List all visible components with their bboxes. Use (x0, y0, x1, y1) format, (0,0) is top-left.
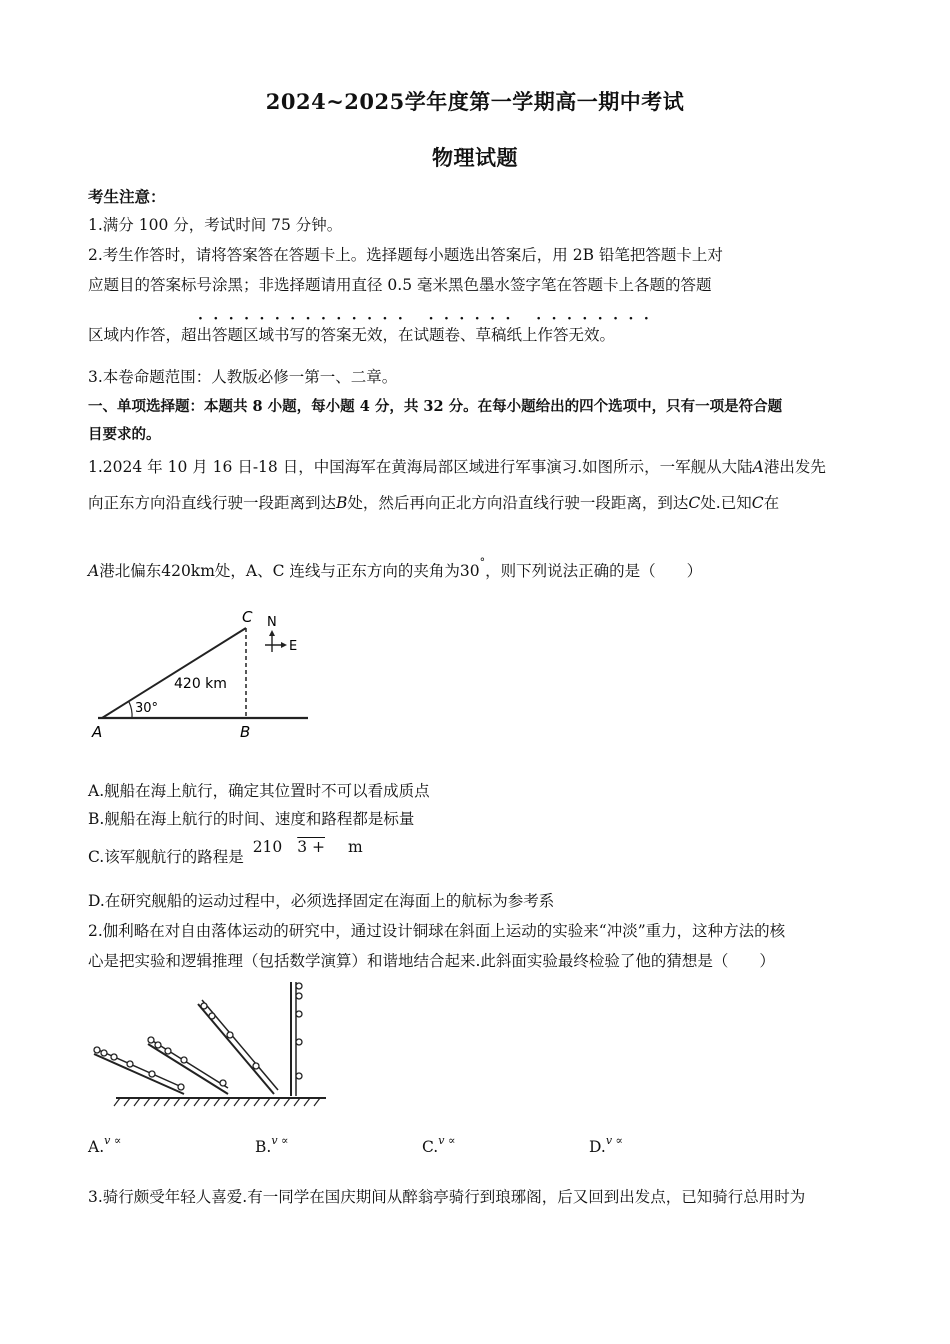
compass-north-arrow-icon (269, 630, 275, 636)
q2-option-a-label: A. (88, 1138, 105, 1156)
exam-title: 2024~2025学年度第一学期高一期中考试 (265, 89, 685, 114)
vertical-drop (291, 982, 302, 1096)
q1-figure (88, 600, 328, 745)
notice-item-1: 1.满分 100 分，考试时间 75 分钟。 (88, 216, 343, 234)
q1-distance: 420km (161, 562, 215, 580)
subject-title: 物理试题 (432, 145, 518, 170)
q1-option-d: D.在研究舰船的运动过程中，必须选择固定在海面上的航标为参考系 (88, 892, 555, 910)
incline-1 (94, 1047, 184, 1094)
angle-arc (129, 702, 132, 718)
q1-line-2-mid2: 处.已知 (700, 494, 752, 512)
q1-var-c: C (688, 494, 701, 512)
notice-heading: 考生注意： (88, 187, 166, 206)
route-ac (102, 628, 246, 718)
q2-option-a-expr: v ∝ (104, 1134, 122, 1147)
q2-option-c-expr: v ∝ (438, 1134, 456, 1147)
fig-label-c: C (242, 608, 253, 626)
q1-var-b: B (336, 494, 348, 512)
fig-label-b: B (240, 723, 251, 741)
q1-line-3-a: 港北偏东 (99, 562, 162, 580)
q1-option-a: A.舰船在海上航行，确定其位置时不可以看成质点 (88, 782, 430, 800)
q2-line-1: 2.伽利略在对自由落体运动的研究中，通过设计铜球在斜面上运动的实验来“冲淡”重力，这种方法的核 (88, 922, 786, 940)
q1-line-2-text: 向正东方向沿直线行驶一段距离到达 (88, 494, 337, 512)
q1-line-2 (88, 492, 868, 514)
q1-line-2-mid: 处，然后再向正北方向沿直线行驶一段距离，到达 (347, 494, 689, 512)
q1-line-1-text: 1.2024 年 10 月 16 日-18 日，中国海军在黄海局部区域进行军事演习.如图所示，一军舰从大陆 (88, 458, 753, 476)
fig-label-a: A (92, 723, 103, 741)
q2-option-b (255, 1134, 289, 1156)
q1-option-c-unit: m (347, 838, 363, 856)
compass-east-arrow-icon (281, 642, 287, 648)
section-1-heading-line-1: 一、单项选择题：本题共 8 小题，每小题 4 分，共 32 分。在每小题给出的四个选项中，只有一项是符合题 (88, 398, 783, 415)
fig-label-n: N (267, 615, 277, 630)
q1-option-c (88, 838, 868, 868)
section-1-heading-line-2: 目要求的。 (88, 426, 161, 443)
fig-angle-label: 30° (135, 701, 159, 716)
q1-option-b: B.舰船在海上航行的时间、速度和路程都是标量 (88, 810, 415, 828)
q2-option-c (422, 1134, 456, 1156)
q1-option-c-sqrt: 3 + (297, 838, 325, 856)
q2-option-d (589, 1134, 623, 1156)
q3-line-1: 3.骑行颇受年轻人喜爱.有一同学在国庆期间从醉翁亭骑行到琅琊阁，后又回到出发点，已知骑行总用时为 (88, 1188, 806, 1206)
q1-angle: 30 (459, 562, 480, 580)
q2-option-c-label: C. (422, 1138, 439, 1156)
fig-label-e: E (289, 639, 298, 654)
q1-line-3-c: ，则下列说法正确的是（ ） (485, 562, 703, 580)
q2-option-d-expr: v ∝ (605, 1134, 623, 1147)
q2-option-a (88, 1134, 122, 1156)
notice-item-3: 3.本卷命题范围：人教版必修一第一、二章。 (88, 368, 398, 386)
incline-2 (148, 1037, 228, 1094)
q1-line-3 (88, 552, 868, 582)
q1-line-1 (88, 456, 868, 478)
q1-line-3-b: 处，A、C 连线与正东方向的夹角为 (214, 562, 460, 580)
notice-item-2-line-3: 区域内作答，超出答题区域书写的答案无效，在试题卷、草稿纸上作答无效。 (88, 326, 616, 344)
q1-var-c2: C (751, 494, 764, 512)
q1-line-2-end: 在 (763, 494, 780, 512)
fig-distance-label: 420 km (174, 676, 227, 692)
q2-figure (88, 978, 328, 1113)
q1-degree-sign: ° (479, 556, 486, 569)
ground-hatching (114, 1098, 320, 1106)
q2-option-b-label: B. (255, 1138, 272, 1156)
q2-option-b-expr: v ∝ (271, 1134, 289, 1147)
q1-option-c-prefix: C.该军舰航行的路程是 (88, 848, 244, 866)
q1-var-a: A (752, 458, 764, 476)
notice-item-2-line-2: 应题目的答案标号涂黑；非选择题请用直径 0.5 毫米黑色墨水签字笔在答题卡上各题的答题 (88, 276, 712, 294)
q1-line-1-end: 港出发先 (763, 458, 826, 476)
q2-option-d-label: D. (589, 1138, 606, 1156)
incline-3 (198, 1000, 278, 1094)
emphasis-dots: ·············· ······ ········ (198, 311, 660, 327)
notice-item-2-line-1: 2.考生作答时，请将答案答在答题卡上。选择题每小题选出答案后，用 2B 铅笔把答题卡上对 (88, 246, 723, 264)
q2-line-2: 心是把实验和逻辑推理（包括数学演算）和谐地结合起来.此斜面实验最终检验了他的猜想是（ ） (88, 952, 775, 970)
q1-option-c-number: 210 (252, 838, 283, 856)
q1-var-a2: A (88, 562, 100, 580)
